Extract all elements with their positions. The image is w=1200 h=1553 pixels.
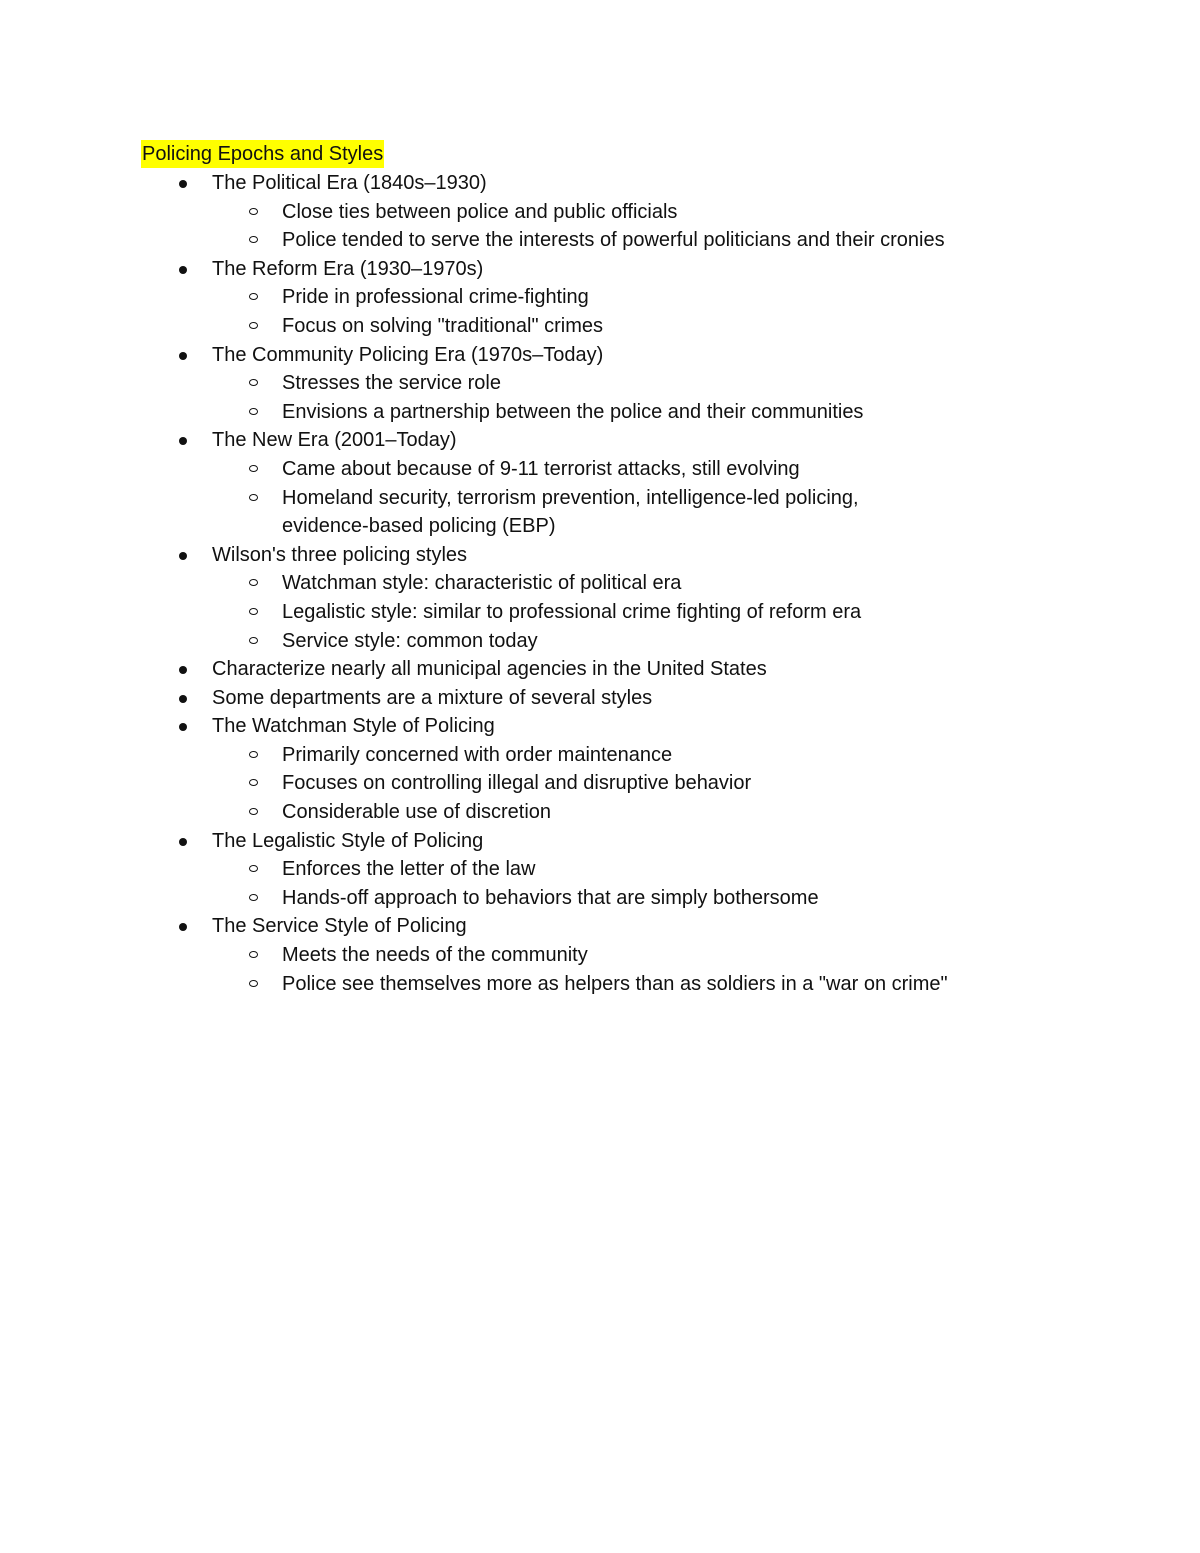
sub-list-item-text: Service style: common today: [282, 629, 538, 652]
list-item-text: The Legalistic Style of Policing: [212, 829, 484, 852]
sub-list: [0, 855, 1200, 912]
bullet-disc-icon: [179, 352, 187, 360]
bullet-circle-icon: [249, 865, 258, 872]
sub-list-item: [0, 198, 1200, 227]
sub-list-item: [0, 283, 1200, 312]
list-item: [0, 169, 1200, 255]
sub-list-item-text: Police tended to serve the interests of powerful politicians and their cronies: [282, 229, 945, 252]
bullet-circle-icon: [249, 980, 258, 987]
sub-list-item: [0, 798, 1200, 827]
list-item-text: Some departments are a mixture of several styles: [212, 686, 653, 709]
bullet-circle-icon: [249, 894, 258, 901]
sub-list-item: [0, 455, 1200, 484]
bullet-disc-icon: [179, 923, 187, 931]
list-item: [0, 341, 1200, 427]
sub-list-item: [0, 484, 1200, 541]
sub-list-item-text: Focus on solving "traditional" crimes: [282, 314, 603, 337]
list-item-text: Characterize nearly all municipal agencies in the United States: [212, 658, 767, 681]
sub-list-item: [0, 855, 1200, 884]
bullet-circle-icon: [249, 236, 258, 243]
list-item-text: The Watchman Style of Policing: [212, 715, 495, 738]
list-item-text: The Reform Era (1930–1970s): [212, 257, 484, 280]
bullet-circle-icon: [249, 579, 258, 586]
sub-list-item: [0, 970, 1200, 999]
bullet-circle-icon: [249, 637, 258, 644]
bullet-circle-icon: [249, 322, 258, 329]
list-item: [0, 684, 1200, 713]
sub-list-item-text: Envisions a partnership between the police and their communities: [282, 400, 864, 423]
sub-list-item: [0, 941, 1200, 970]
sub-list: [0, 941, 1200, 998]
sub-list-item-text: Focuses on controlling illegal and disruptive behavior: [282, 772, 752, 795]
bullet-circle-icon: [249, 494, 258, 501]
bullet-circle-icon: [249, 951, 258, 958]
sub-list-item-text: Pride in professional crime-fighting: [282, 286, 589, 309]
sub-list-item-text: Meets the needs of the community: [282, 944, 588, 967]
sub-list: [0, 569, 1200, 655]
sub-list-item-text: Stresses the service role: [282, 372, 501, 395]
sub-list-item-text: Enforces the letter of the law: [282, 858, 536, 881]
sub-list-item-text: Close ties between police and public officials: [282, 200, 678, 223]
sub-list-item: [0, 741, 1200, 770]
bullet-circle-icon: [249, 208, 258, 215]
bullet-circle-icon: [249, 465, 258, 472]
bullet-circle-icon: [249, 408, 258, 415]
sub-list-item: [0, 627, 1200, 656]
bullet-disc-icon: [179, 838, 187, 846]
bullet-circle-icon: [249, 808, 258, 815]
bullet-disc-icon: [179, 437, 187, 445]
sub-list: [0, 741, 1200, 827]
list-item: [0, 255, 1200, 341]
list-item-text: The Political Era (1840s–1930): [212, 172, 487, 194]
list-item-text: Wilson's three policing styles: [212, 543, 468, 566]
list-item: [0, 541, 1200, 655]
sub-list-item: [0, 226, 1200, 255]
bullet-circle-icon: [249, 608, 258, 615]
sub-list: [0, 369, 1200, 426]
sub-list-item: [0, 398, 1200, 427]
outline-list: [0, 169, 1200, 998]
list-item-text: The Service Style of Policing: [212, 915, 467, 938]
bullet-circle-icon: [249, 751, 258, 758]
sub-list-item: [0, 369, 1200, 398]
sub-list: [0, 198, 1200, 255]
list-item-text: The New Era (2001–Today): [212, 429, 457, 452]
sub-list-item: [0, 884, 1200, 913]
sub-list-item-text: Homeland security, terrorism prevention, intelligence-led policing, evidence-based policing (EBP): [282, 486, 859, 538]
sub-list-item-text: Primarily concerned with order maintenance: [282, 743, 673, 766]
bullet-disc-icon: [179, 695, 187, 703]
bullet-disc-icon: [179, 266, 187, 274]
sub-list-item-text: Watchman style: characteristic of political era: [282, 572, 682, 595]
list-item: [0, 426, 1200, 540]
bullet-disc-icon: [179, 552, 187, 560]
sub-list-item-text: Police see themselves more as helpers than as soldiers in a "war on crime": [282, 972, 948, 995]
bullet-disc-icon: [179, 666, 187, 674]
sub-list-item: [0, 769, 1200, 798]
sub-list-item-text: Considerable use of discretion: [282, 801, 552, 824]
sub-list-item: [0, 598, 1200, 627]
list-item: [0, 712, 1200, 826]
sub-list: [0, 283, 1200, 340]
sub-list-item-text: Came about because of 9-11 terrorist attacks, still evolving: [282, 457, 800, 480]
bullet-circle-icon: [249, 779, 258, 786]
bullet-disc-icon: [179, 180, 187, 188]
list-item: [0, 655, 1200, 684]
sub-list-item: [0, 312, 1200, 341]
document-title: Policing Epochs and Styles: [141, 140, 384, 168]
bullet-disc-icon: [179, 723, 187, 731]
sub-list: [0, 455, 1200, 541]
sub-list-item-text: Hands-off approach to behaviors that are simply bothersome: [282, 886, 819, 909]
bullet-circle-icon: [249, 379, 258, 386]
bullet-circle-icon: [249, 293, 258, 300]
sub-list-item-text: Legalistic style: similar to professional crime fighting of reform era: [282, 600, 862, 623]
list-item-text: The Community Policing Era (1970s–Today): [212, 343, 604, 366]
sub-list-item: [0, 569, 1200, 598]
list-item: [0, 827, 1200, 913]
list-item: [0, 912, 1200, 998]
